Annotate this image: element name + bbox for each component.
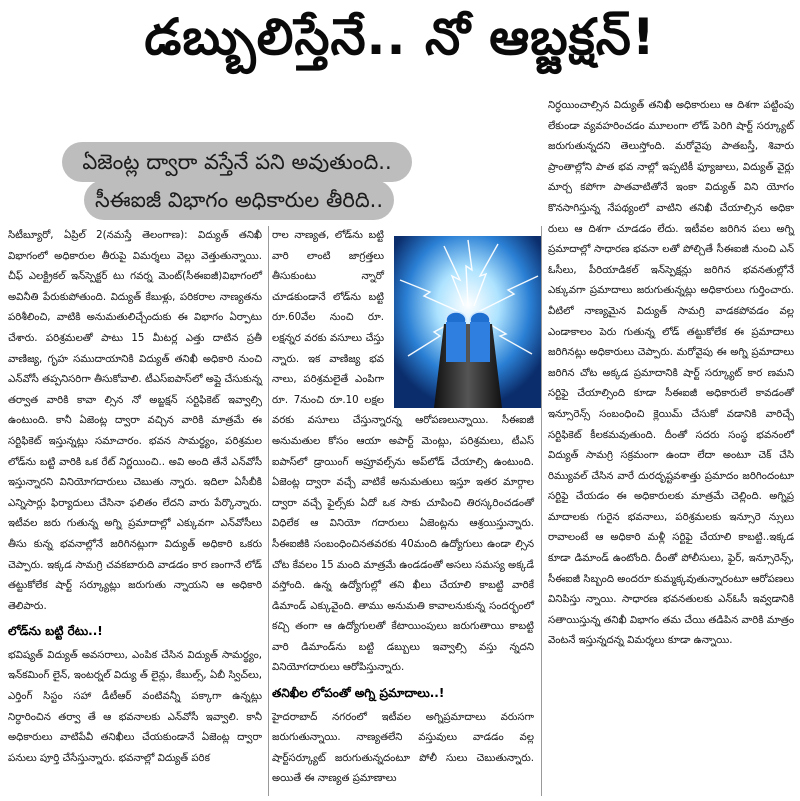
headline: డబ్బులిస్తేనే.. నో ఆబ్జక్షన్!	[144, 8, 656, 66]
subheadline-2: సీఈఐజీ విభాగం అధికారుల తీరిది..	[84, 180, 394, 220]
section-subhead: తనిఖీల లోపంతో అగ్ని ప్రమాదాలు..!	[272, 686, 445, 701]
section-subhead: లోడ్‌ను బట్టి రేటు..!	[8, 624, 103, 639]
subheadline-1: ఏజెంట్ల ద్వారా వస్తేనే పని అవుతుంది..	[62, 142, 412, 182]
column-divider	[541, 226, 542, 796]
article-paragraph: నిర్ధయించాల్సిన విద్యుత్ తనిఖీ అధికారులు ఆ దిశగా పట్టింపు లేకుండా వ్యవహరించడం మూలంగా లోడ్ పెరిగి షార్ట్ సర్క్యూట్ జరుగుతున్నదని తెలుస్తోంది. మరోవైపు పాతబస్తీ, శివారు ప్రాంతాల్లోని పాత భవ నాల్లో ఇప్పటికీ ఫ్యూజులు, విద్యుత్ వైర్లు మార్చ కపోగా పాతవాటితోనే ఇంకా విద్యుత్ విని యోగం కొనసాగిస్తున్న నేపథ్యంలో వాటిని తనిఖీ చేయాల్సిన అధికా రులు ఆ దిశగా చూడడం లేదు. ఇటీవల జరిగిన పలు అగ్ని ప్రమాదాల్లో సాధారణ భవనా లతో పోల్చితే సీఈఐజీ నుంచి ఎన్ ఓసీలు, పీరియాడికల్ ఇన్‌స్పెక్షన్లు జరిగిన భవనతుల్లోనే ఎక్కువగా ప్రమాదాలు జరుగుతున్నట్లు అధికారులు గుర్తించారు. వీటిలో నాణ్యమైన విద్యుత్ సామగ్రి వాడకపోవడం వల్ల ఎండాకాలం పెరు గుతున్న లోడ్ తట్టుకోలేక ఈ ప్రమాదాలు జరిగినట్లు అధికారులు చెప్పారు. మరోవైపు ఈ అగ్ని ప్రమాదాలు జరిగిన చోట అక్కడ ప్రమాదానికి షార్ట్ సర్క్యూట్ కార ణమని సర్టిఫై చేయాల్సింది కూడా సీఈఐజీ అధికారులే కావడంతో ఇన్సూరెన్స్ సంబంధించి క్లెయిమ్ చేసుకో వడానికి వారిచ్చే సర్టిఫికెట్ కీలకమవుతుంది. దీంతో సదరు సంస్థ భవనంలో విద్యుత్ సామగ్రి సక్రమంగా ఉందా లేదా అంటూ చెక్ చేసి రిమ్యువల్ చేసిన వారే దురదృష్టవశాత్తు ప్రమాదం జరిగిందంటూ సర్టిఫై చేయడం ఈ అధికారులకు మాత్రమే చెల్లింది. అగ్నిప్ర మాదాలకు గురైన భవనాలు, పరిశ్రమలకు ఇన్సూరె న్సులు రావాలంటే ఆ అధికారి మళ్లీ సర్టిఫై చేయాలి కాబట్టి..ఇక్కడ కూడా డిమాండ్ ఉంటోంది. దీంతో పోలీసులు, ఫైర్, ఇన్సూరెన్స్, సీఈఐజీ సిబ్బంది అందరూ కుమ్మక్కవుతున్నారంటూ ఆరోపణలు వినిపిస్తు న్నాయి. సాధారణ భవనతులకు ఎన్‌ఓసీ ఇవ్వడానికి సతాయిస్తున్న తనిఖీ విభాగం తమ చేయి తడిపిన వారికి మాత్రం వెంటనే ఇస్తున్నదన్న విమర్శలు కూడా ఉన్నాయి.	[548, 100, 794, 647]
article-paragraph: భవిష్యత్ విద్యుత్ అవసరాలు, ఎంపిక చేసిన విద్యుత్ సామర్థ్యం, ఇన్‌కమింగ్ లైన్, ఇంటర్నల్ విద్యు త్ లైన్లు, కేబుల్స్, ఏబీ స్విచ్‌లు, ఎర్తింగ్ సిస్టం సహా డీటీఆర్ వంటివన్నీ పక్కాగా ఉన్నట్లు నిర్ధారించిన తర్వా తే ఆ భవనాలకు ఎన్‌వోసీ ఇవ్వాలి. కానీ అధికారులు వాటిపేవీ తనిఖీలు చేయకుండానే ఏజెంట్ల ద్వారా పనులు పూర్తి చేసేస్తున్నారు. భవనాల్లో విద్యుత్ పరిక	[8, 649, 262, 764]
article-column-2-body	[272, 226, 534, 794]
article-paragraph: సిటీబ్యూరో, ఏప్రిల్ 2(నమస్తే తెలంగాణ): విద్యుత్ తనిఖీ విభాగంలో అధికారుల తీరుపై విమర్శలు వెల్లు వెత్తుతున్నాయి. చీఫ్ ఎలక్ట్రికల్ ఇన్‌స్పెక్టర్ టు గవర్న మెంట్(సీఈఐజీ)విభాగంలో అవినీతి పేరుకుపోతుంది. విద్యుత్ కేబుళ్లు, పరికరాల నాణ్యతను పరిశీలించి, వాటికి అనుమతులిచ్చేందుకు ఈ విభాగం ఏర్పాటు చేశారు. పరిశ్రమలతో పాటు 15 మీటర్ల ఎత్తు దాటిన ప్రతీ వాణిజ్య, గృహ సముదాయానికి విద్యుత్ తనిఖీ అధికారి నుంచి ఎన్‌వోసీ తప్పనిసరిగా తీసుకోవాలి. టీఎస్ఐపాస్‌లో అప్లై చేసుకున్న తర్వాత వారికి కావా ల్సిన నో అబ్జక్షన్ సర్టిఫికెట్ ఇవ్వాల్సి ఉంటుంది. కానీ ఏజెంట్ల ద్వారా వచ్చిన వారికి మాత్రమే ఈ సర్టిఫికెట్ ఇస్తున్నట్లు సమాచారం. భవన సామర్థ్యం, పరిశ్రమల లోడ్‌ను బట్టి వారికి ఒక రేట్ నిర్ణయించి.. అవి అంది తేనే ఎన్‌వోసీ ఇస్తున్నారని వినియోగదారులు చెబుతు న్నారు. ఇదిలా ఏసీబీకి ఎన్నిసార్లు ఫిర్యాదులు చేసినా ఫలితం లేదని వారు పేర్కొన్నారు. ఇటీవల జరు గుతున్న అగ్ని ప్రమాదాల్లో ఎక్కువగా ఎన్‌వోసీలు తీసు కున్న భవనాల్లోనే జరిగినట్లుగా విద్యుత్ అధికారి ఒకరు చెప్పారు. ఇక్కడ సామగ్రి చవకబారుది వాడడం కార ణంగానే లోడ్ తట్టుకోలేక షార్ట్ సర్క్యూట్లు జరుగుతు న్నాయని ఆ అధికారి తెలిపారు.	[8, 230, 262, 612]
article-paragraph: హైదరాబాద్ నగరంలో ఇటీవల అగ్నిప్రమాదాలు వరుసగా జరుగుతున్నాయి. నాణ్యతలేని వస్తువులు వాడడం వల్ల షార్ట్‌సర్క్యూట్ జరుగుతున్నదంటూ పోలీ సులు చెబుతున్నారు. అయితే ఈ నాణ్యత ప్రమాణాలు	[272, 711, 534, 785]
article-column-3	[548, 96, 794, 656]
column-divider	[268, 226, 269, 796]
article-paragraph: రాల నాణ్యత, లోడ్‌ను బట్టి వారి లాంటి జాగ్రత్తలు తీసుకుంటు న్నారో చూడకుండానే లోడ్‌ను బట్టి రూ.60వేల నుంచి రూ. లక్షన్నర వరకు వసూలు చేస్తు న్నారు. ఇక వాణిజ్య భవ నాలు, పరిశ్రమలైతే ఎంపిగా రూ. 7నుంచి రూ.10 లక్షల వరకు వసూలు చేస్తున్నారన్న ఆరోపణలున్నాయి. సీఈఐజీ అనుమతుల కోసం ఆయా అపార్ట్ మెంట్లు, పరిశ్రమలు, టీఎస్ ఐపాస్‌లో డ్రాయింగ్ అప్రూవల్స్‌ను అప్‌లోడ్ చేయాల్సి ఉంటుంది. ఏజెంట్ల ద్వారా వచ్చే వాటికే అనుమతులు ఇస్తూ ఇతర మార్గాల ద్వారా వచ్చే ఫైల్స్‌కు ఏదో ఒక సాకు చూపించి తిరస్కరించడంతో విధిలేక ఆ వినియో గదారులు ఏజెంట్లను ఆశ్రయిస్తున్నారు. సీఈఐజీకి సంబంధించినతవరకు 40మంది ఉద్యోగులు ఉండా ల్సిన చోట కేవలం 15 మంది మాత్రమే ఉండడంతో అసలు సమస్య అక్కడే వస్తోంది. ఉన్న ఉద్యోగుల్లో తని ఖీలు చేయాలి కాబట్టి వారికే డిమాండ్ ఎక్కువైంది. తాము అనుమతి కావాలనుకున్న సందర్భంలో కచ్చి తంగా ఆ ఉద్యోగులతో కేటాయింపులు జరుగుతాయి కాబట్టి వారి డిమాండ్‌ను బట్టి డబ్బులు ఇవ్వాల్సి వస్తు న్నదని వినియోగదారులు ఆరోపిస్తున్నారు.	[272, 230, 534, 674]
article-column-1	[8, 226, 262, 773]
